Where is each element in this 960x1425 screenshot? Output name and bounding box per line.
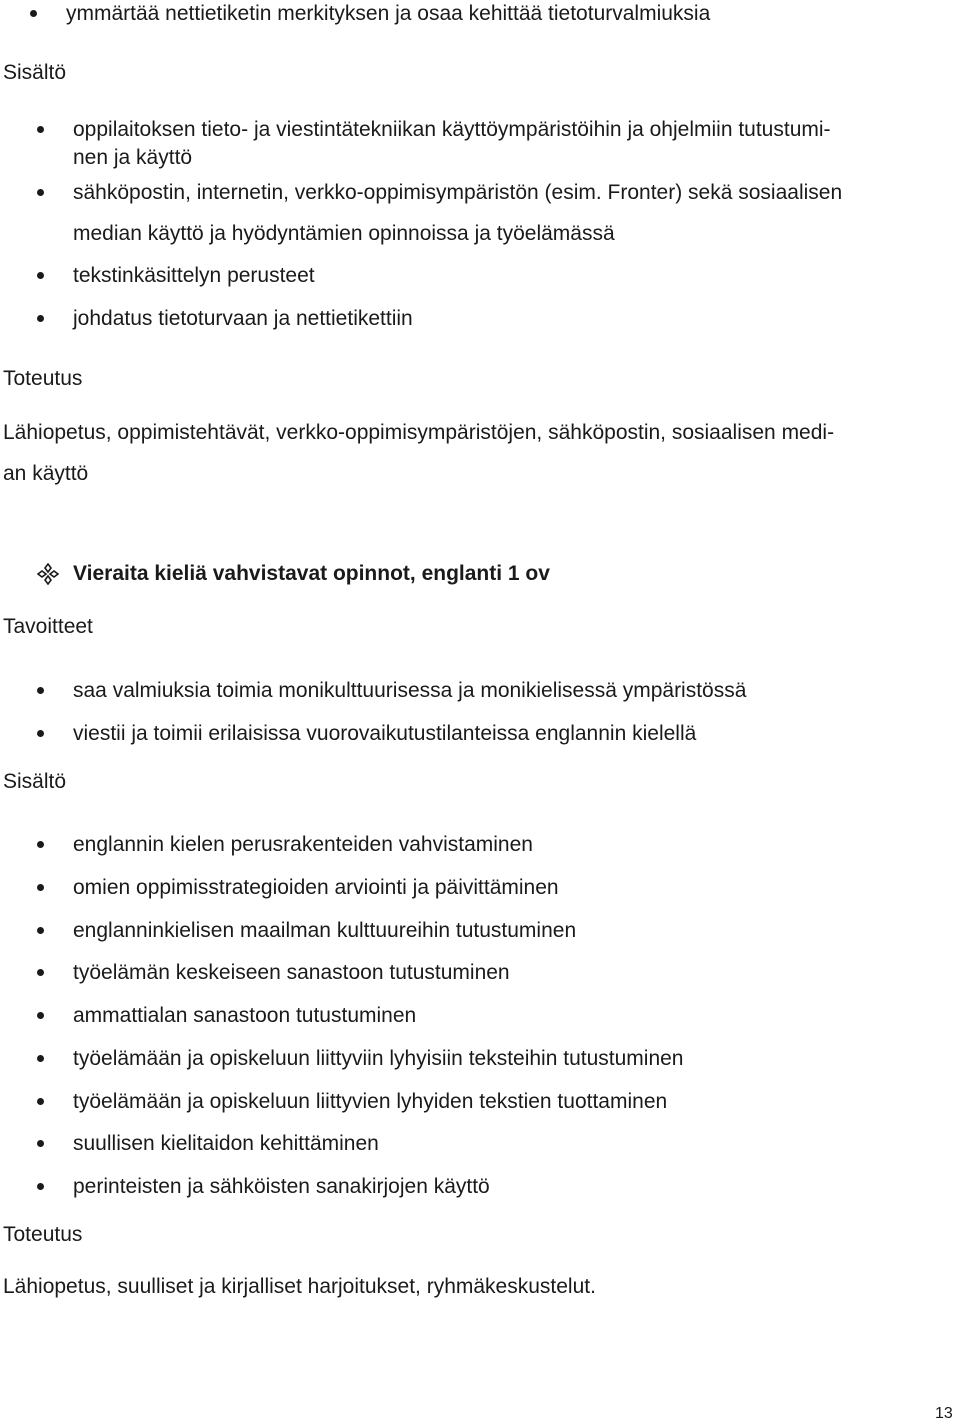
- bullet-icon: [37, 841, 44, 848]
- list-item: saa valmiuksia toimia monikulttuurisessa ja monikielisessä ympäristössä: [73, 679, 747, 702]
- bullet-icon: [37, 1098, 44, 1105]
- page-number: 13: [935, 1405, 953, 1422]
- list-item: suullisen kielitaidon kehittäminen: [73, 1132, 379, 1155]
- bullet-icon: [37, 1055, 44, 1062]
- bullet-icon: [37, 189, 44, 196]
- section-title: Vieraita kieliä vahvistavat opinnot, englanti 1 ov: [73, 562, 550, 585]
- paragraph-line: Lähiopetus, suulliset ja kirjalliset harjoitukset, ryhmäkeskustelut.: [3, 1275, 596, 1298]
- paragraph-line: an käyttö: [3, 462, 89, 485]
- list-item: sähköpostin, internetin, verkko-oppimisympäristön (esim. Fronter) sekä sosiaalisen: [73, 181, 843, 204]
- list-item: englannin kielen perusrakenteiden vahvistaminen: [73, 833, 533, 856]
- list-item: työelämän keskeiseen sanastoon tutustuminen: [73, 961, 510, 984]
- list-item-continuation: median käyttö ja hyödyntämien opinnoissa ja työelämässä: [73, 222, 615, 245]
- paragraph-line: Lähiopetus, oppimistehtävät, verkko-oppimisympäristöjen, sähköpostin, sosiaalisen medi-: [3, 421, 835, 444]
- list-item: perinteisten ja sähköisten sanakirjojen käyttö: [73, 1175, 490, 1198]
- bullet-icon: [37, 1183, 44, 1190]
- list-item: työelämään ja opiskeluun liittyvien lyhyiden tekstien tuottaminen: [73, 1090, 668, 1113]
- bullet-icon: [37, 1012, 44, 1019]
- section-label-sisalto: Sisältö: [3, 61, 67, 84]
- list-item: englanninkielisen maailman kulttuureihin tutustuminen: [73, 919, 577, 942]
- list-item: johdatus tietoturvaan ja nettietikettiin: [73, 307, 413, 330]
- bullet-icon: [37, 969, 44, 976]
- bullet-icon: [37, 1140, 44, 1147]
- bullet-icon: [37, 687, 44, 694]
- section-label-toteutus: Toteutus: [3, 1223, 83, 1246]
- list-item: ymmärtää nettietiketin merkityksen ja osaa kehittää tietoturvalmiuksia: [66, 2, 711, 25]
- list-item: omien oppimisstrategioiden arviointi ja päivittäminen: [73, 876, 559, 899]
- diamond-bullet-icon: [37, 563, 59, 585]
- section-label-sisalto: Sisältö: [3, 770, 67, 793]
- list-item: tekstinkäsittelyn perusteet: [73, 264, 315, 287]
- bullet-icon: [37, 884, 44, 891]
- bullet-icon: [30, 10, 37, 17]
- list-item: ammattialan sanastoon tutustuminen: [73, 1004, 417, 1027]
- bullet-icon: [37, 730, 44, 737]
- section-label-toteutus: Toteutus: [3, 367, 83, 390]
- bullet-icon: [37, 315, 44, 322]
- list-item-continuation: nen ja käyttö: [73, 146, 193, 169]
- bullet-icon: [37, 272, 44, 279]
- bullet-icon: [37, 927, 44, 934]
- bullet-icon: [37, 126, 44, 133]
- list-item: viestii ja toimii erilaisissa vuorovaikutustilanteissa englannin kielellä: [73, 722, 697, 745]
- list-item: oppilaitoksen tieto- ja viestintätekniikan käyttöympäristöihin ja ohjelmiin tutustumi-: [73, 118, 831, 141]
- list-item: työelämään ja opiskeluun liittyviin lyhyisiin teksteihin tutustuminen: [73, 1047, 684, 1070]
- section-label-tavoitteet: Tavoitteet: [3, 615, 93, 638]
